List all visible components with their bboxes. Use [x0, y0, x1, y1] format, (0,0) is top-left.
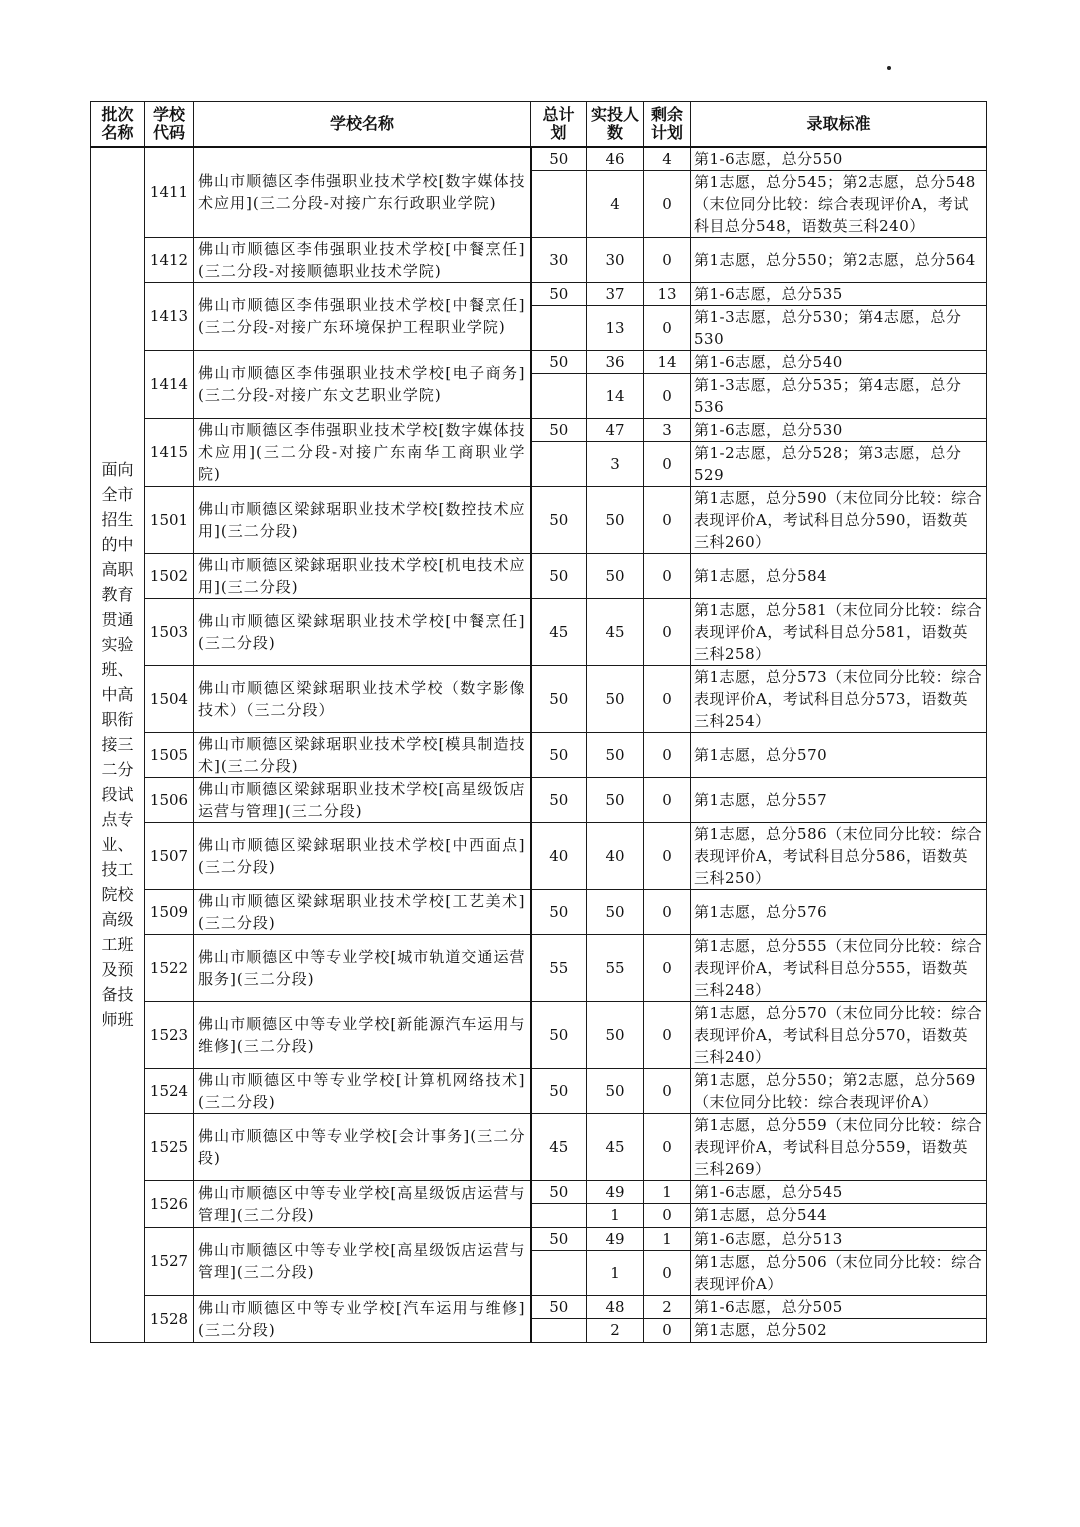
- plan-cell: [531, 441, 587, 486]
- header-actual: 实投人数: [587, 102, 644, 147]
- actual-cell: 37: [587, 282, 644, 305]
- school-code-cell: 1527: [145, 1227, 194, 1295]
- plan-cell: 30: [531, 237, 587, 282]
- actual-cell: 40: [587, 822, 644, 889]
- actual-cell: 1: [587, 1250, 644, 1295]
- school-name-cell: 佛山市顺德区梁銶琚职业技术学校[中西面点](三二分段): [194, 822, 531, 889]
- school-code-cell: 1504: [145, 665, 194, 732]
- table-row: [91, 1068, 987, 1113]
- criteria-cell: 第1志愿，总分544: [691, 1203, 987, 1227]
- school-code-cell: 1414: [145, 350, 194, 418]
- criteria-cell: 第1志愿，总分584: [691, 553, 987, 598]
- school-name-cell: 佛山市顺德区李伟强职业技术学校[中餐烹任](三二分段-对接顺德职业技术学院): [194, 237, 531, 282]
- remain-cell: 2: [644, 1295, 691, 1318]
- school-name-cell: 佛山市顺德区中等专业学校[高星级饭店运营与管理](三二分段): [194, 1227, 531, 1295]
- remain-cell: 0: [644, 598, 691, 665]
- plan-cell: 45: [531, 598, 587, 665]
- table-row: [91, 1113, 987, 1180]
- header-remain: 剩余计划: [644, 102, 691, 147]
- actual-cell: 48: [587, 1295, 644, 1318]
- plan-cell: 50: [531, 350, 587, 373]
- actual-cell: 3: [587, 441, 644, 486]
- school-code-cell: 1523: [145, 1001, 194, 1068]
- actual-cell: 14: [587, 373, 644, 418]
- plan-cell: 50: [531, 1068, 587, 1113]
- criteria-cell: 第1志愿，总分559（末位同分比较：综合表现评价A，考试科目总分559，语数英三科269）: [691, 1113, 987, 1180]
- school-code-cell: 1522: [145, 934, 194, 1001]
- remain-cell: 0: [644, 889, 691, 934]
- actual-cell: 50: [587, 777, 644, 822]
- header-code: 学校代码: [145, 102, 194, 147]
- school-name-cell: 佛山市顺德区梁銶琚职业技术学校[高星级饭店运营与管理](三二分段): [194, 777, 531, 822]
- table-row: [91, 350, 987, 373]
- remain-cell: 0: [644, 777, 691, 822]
- criteria-cell: 第1-6志愿，总分513: [691, 1227, 987, 1250]
- table-row: [91, 822, 987, 889]
- school-name-cell: 佛山市顺德区中等专业学校[会计事务](三二分段): [194, 1113, 531, 1180]
- criteria-cell: 第1志愿，总分581（末位同分比较：综合表现评价A，考试科目总分581，语数英三科258）: [691, 598, 987, 665]
- plan-cell: [531, 305, 587, 350]
- school-code-cell: 1507: [145, 822, 194, 889]
- criteria-cell: 第1志愿，总分550；第2志愿，总分564: [691, 237, 987, 282]
- plan-cell: [531, 170, 587, 237]
- actual-cell: 49: [587, 1180, 644, 1203]
- header-batch: 批次名称: [91, 102, 145, 147]
- remain-cell: 0: [644, 305, 691, 350]
- remain-cell: 0: [644, 1068, 691, 1113]
- header-criteria: 录取标准: [691, 102, 987, 147]
- school-code-cell: 1506: [145, 777, 194, 822]
- remain-cell: 0: [644, 665, 691, 732]
- table-row: [91, 147, 987, 171]
- actual-cell: 55: [587, 934, 644, 1001]
- actual-cell: 2: [587, 1318, 644, 1342]
- actual-cell: 50: [587, 1068, 644, 1113]
- actual-cell: 49: [587, 1227, 644, 1250]
- plan-cell: [531, 1318, 587, 1342]
- school-code-cell: 1526: [145, 1180, 194, 1227]
- remain-cell: 1: [644, 1180, 691, 1203]
- plan-cell: 50: [531, 777, 587, 822]
- school-code-cell: 1509: [145, 889, 194, 934]
- actual-cell: 30: [587, 237, 644, 282]
- table-row: [91, 418, 987, 441]
- school-name-cell: 佛山市顺德区中等专业学校[新能源汽车运用与维修](三二分段): [194, 1001, 531, 1068]
- remain-cell: 0: [644, 1250, 691, 1295]
- table-row: [91, 732, 987, 777]
- remain-cell: 0: [644, 1203, 691, 1227]
- actual-cell: 36: [587, 350, 644, 373]
- actual-cell: 50: [587, 665, 644, 732]
- header-plan: 总计划: [531, 102, 587, 147]
- plan-cell: 50: [531, 732, 587, 777]
- school-name-cell: 佛山市顺德区中等专业学校[城市轨道交通运营服务](三二分段): [194, 934, 531, 1001]
- plan-cell: 50: [531, 486, 587, 553]
- plan-cell: 55: [531, 934, 587, 1001]
- plan-cell: 45: [531, 1113, 587, 1180]
- header-name: 学校名称: [194, 102, 531, 147]
- criteria-cell: 第1志愿，总分586（末位同分比较：综合表现评价A，考试科目总分586，语数英三科250）: [691, 822, 987, 889]
- criteria-cell: 第1志愿，总分555（末位同分比较：综合表现评价A，考试科目总分555，语数英三科248）: [691, 934, 987, 1001]
- criteria-cell: 第1-3志愿，总分535；第4志愿，总分536: [691, 373, 987, 418]
- header-row: [91, 102, 987, 147]
- actual-cell: 47: [587, 418, 644, 441]
- remain-cell: 3: [644, 418, 691, 441]
- school-code-cell: 1505: [145, 732, 194, 777]
- actual-cell: 50: [587, 732, 644, 777]
- criteria-cell: 第1-6志愿，总分535: [691, 282, 987, 305]
- actual-cell: 1: [587, 1203, 644, 1227]
- school-name-cell: 佛山市顺德区中等专业学校[高星级饭店运营与管理](三二分段): [194, 1180, 531, 1227]
- criteria-cell: 第1志愿，总分590（末位同分比较：综合表现评价A，考试科目总分590，语数英三科260）: [691, 486, 987, 553]
- school-name-cell: 佛山市顺德区李伟强职业技术学校[中餐烹任](三二分段-对接广东环境保护工程职业学院): [194, 282, 531, 350]
- admission-table: [90, 101, 987, 1343]
- table-row: [91, 237, 987, 282]
- school-code-cell: 1412: [145, 237, 194, 282]
- remain-cell: 0: [644, 1001, 691, 1068]
- criteria-cell: 第1志愿，总分576: [691, 889, 987, 934]
- table-row: [91, 1001, 987, 1068]
- table-row: [91, 665, 987, 732]
- school-code-cell: 1528: [145, 1295, 194, 1342]
- table-body: [91, 147, 987, 1343]
- scan-mark: [887, 66, 891, 70]
- criteria-cell: 第1志愿，总分506（末位同分比较：综合表现评价A）: [691, 1250, 987, 1295]
- actual-cell: 45: [587, 1113, 644, 1180]
- plan-cell: 50: [531, 1227, 587, 1250]
- table-row: [91, 486, 987, 553]
- remain-cell: 0: [644, 1318, 691, 1342]
- criteria-cell: 第1-3志愿，总分530；第4志愿，总分530: [691, 305, 987, 350]
- school-name-cell: 佛山市顺德区李伟强职业技术学校[电子商务](三二分段-对接广东文艺职业学院): [194, 350, 531, 418]
- plan-cell: [531, 1203, 587, 1227]
- school-code-cell: 1411: [145, 147, 194, 238]
- table-row: [91, 598, 987, 665]
- school-name-cell: 佛山市顺德区梁銶琚职业技术学校[数控技术应用](三二分段): [194, 486, 531, 553]
- remain-cell: 1: [644, 1227, 691, 1250]
- school-name-cell: 佛山市顺德区李伟强职业技术学校[数字媒体技术应用](三二分段-对接广东南华工商职业学院): [194, 418, 531, 486]
- plan-cell: 50: [531, 147, 587, 171]
- school-name-cell: 佛山市顺德区梁銶琚职业技术学校[工艺美术](三二分段): [194, 889, 531, 934]
- actual-cell: 13: [587, 305, 644, 350]
- school-name-cell: 佛山市顺德区梁銶琚职业技术学校（数字影像技术）（三二分段）: [194, 665, 531, 732]
- remain-cell: 4: [644, 147, 691, 171]
- criteria-cell: 第1志愿，总分545；第2志愿，总分548（末位同分比较：综合表现评价A，考试科目总分548，语数英三科240）: [691, 170, 987, 237]
- school-code-cell: 1503: [145, 598, 194, 665]
- school-name-cell: 佛山市顺德区梁銶琚职业技术学校[中餐烹任](三二分段): [194, 598, 531, 665]
- actual-cell: 50: [587, 889, 644, 934]
- criteria-cell: 第1-6志愿，总分545: [691, 1180, 987, 1203]
- plan-cell: 50: [531, 1180, 587, 1203]
- remain-cell: 14: [644, 350, 691, 373]
- school-code-cell: 1501: [145, 486, 194, 553]
- actual-cell: 4: [587, 170, 644, 237]
- criteria-cell: 第1志愿，总分573（末位同分比较：综合表现评价A，考试科目总分573，语数英三科254）: [691, 665, 987, 732]
- criteria-cell: 第1志愿，总分570: [691, 732, 987, 777]
- table-row: [91, 1180, 987, 1203]
- actual-cell: 45: [587, 598, 644, 665]
- school-code-cell: 1413: [145, 282, 194, 350]
- plan-cell: [531, 1250, 587, 1295]
- school-code-cell: 1524: [145, 1068, 194, 1113]
- table-row: [91, 1227, 987, 1250]
- remain-cell: 0: [644, 822, 691, 889]
- table-row: [91, 889, 987, 934]
- criteria-cell: 第1志愿，总分570（末位同分比较：综合表现评价A，考试科目总分570，语数英三科240）: [691, 1001, 987, 1068]
- table-row: [91, 934, 987, 1001]
- plan-cell: 50: [531, 418, 587, 441]
- plan-cell: 50: [531, 1001, 587, 1068]
- criteria-cell: 第1志愿，总分557: [691, 777, 987, 822]
- criteria-cell: 第1-6志愿，总分550: [691, 147, 987, 171]
- school-name-cell: 佛山市顺德区中等专业学校[汽车运用与维修](三二分段): [194, 1295, 531, 1342]
- remain-cell: 0: [644, 732, 691, 777]
- school-code-cell: 1502: [145, 553, 194, 598]
- plan-cell: 40: [531, 822, 587, 889]
- remain-cell: 0: [644, 934, 691, 1001]
- table-row: [91, 1295, 987, 1318]
- actual-cell: 46: [587, 147, 644, 171]
- table-row: [91, 553, 987, 598]
- school-name-cell: 佛山市顺德区梁銶琚职业技术学校[模具制造技术](三二分段): [194, 732, 531, 777]
- actual-cell: 50: [587, 1001, 644, 1068]
- actual-cell: 50: [587, 553, 644, 598]
- remain-cell: 0: [644, 441, 691, 486]
- school-name-cell: 佛山市顺德区中等专业学校[计算机网络技术](三二分段): [194, 1068, 531, 1113]
- criteria-cell: 第1-6志愿，总分540: [691, 350, 987, 373]
- plan-cell: 50: [531, 553, 587, 598]
- remain-cell: 0: [644, 486, 691, 553]
- criteria-cell: 第1-6志愿，总分505: [691, 1295, 987, 1318]
- school-code-cell: 1415: [145, 418, 194, 486]
- plan-cell: 50: [531, 1295, 587, 1318]
- plan-cell: [531, 373, 587, 418]
- school-name-cell: 佛山市顺德区梁銶琚职业技术学校[机电技术应用](三二分段): [194, 553, 531, 598]
- remain-cell: 13: [644, 282, 691, 305]
- remain-cell: 0: [644, 373, 691, 418]
- school-name-cell: 佛山市顺德区李伟强职业技术学校[数字媒体技术应用](三二分段-对接广东行政职业学院): [194, 147, 531, 238]
- table-row: [91, 777, 987, 822]
- remain-cell: 0: [644, 237, 691, 282]
- actual-cell: 50: [587, 486, 644, 553]
- criteria-cell: 第1-2志愿，总分528；第3志愿，总分529: [691, 441, 987, 486]
- plan-cell: 50: [531, 282, 587, 305]
- plan-cell: 50: [531, 665, 587, 732]
- remain-cell: 0: [644, 553, 691, 598]
- criteria-cell: 第1-6志愿，总分530: [691, 418, 987, 441]
- plan-cell: 50: [531, 889, 587, 934]
- batch-name-cell: 面向全市招生的中高职教育贯通实验班、中高职衔接三二分段试点专业、技工院校高级工班及预备技师班: [91, 147, 145, 1343]
- criteria-cell: 第1志愿，总分502: [691, 1318, 987, 1342]
- remain-cell: 0: [644, 1113, 691, 1180]
- school-code-cell: 1525: [145, 1113, 194, 1180]
- criteria-cell: 第1志愿，总分550；第2志愿，总分569（末位同分比较：综合表现评价A）: [691, 1068, 987, 1113]
- table-row: [91, 282, 987, 305]
- remain-cell: 0: [644, 170, 691, 237]
